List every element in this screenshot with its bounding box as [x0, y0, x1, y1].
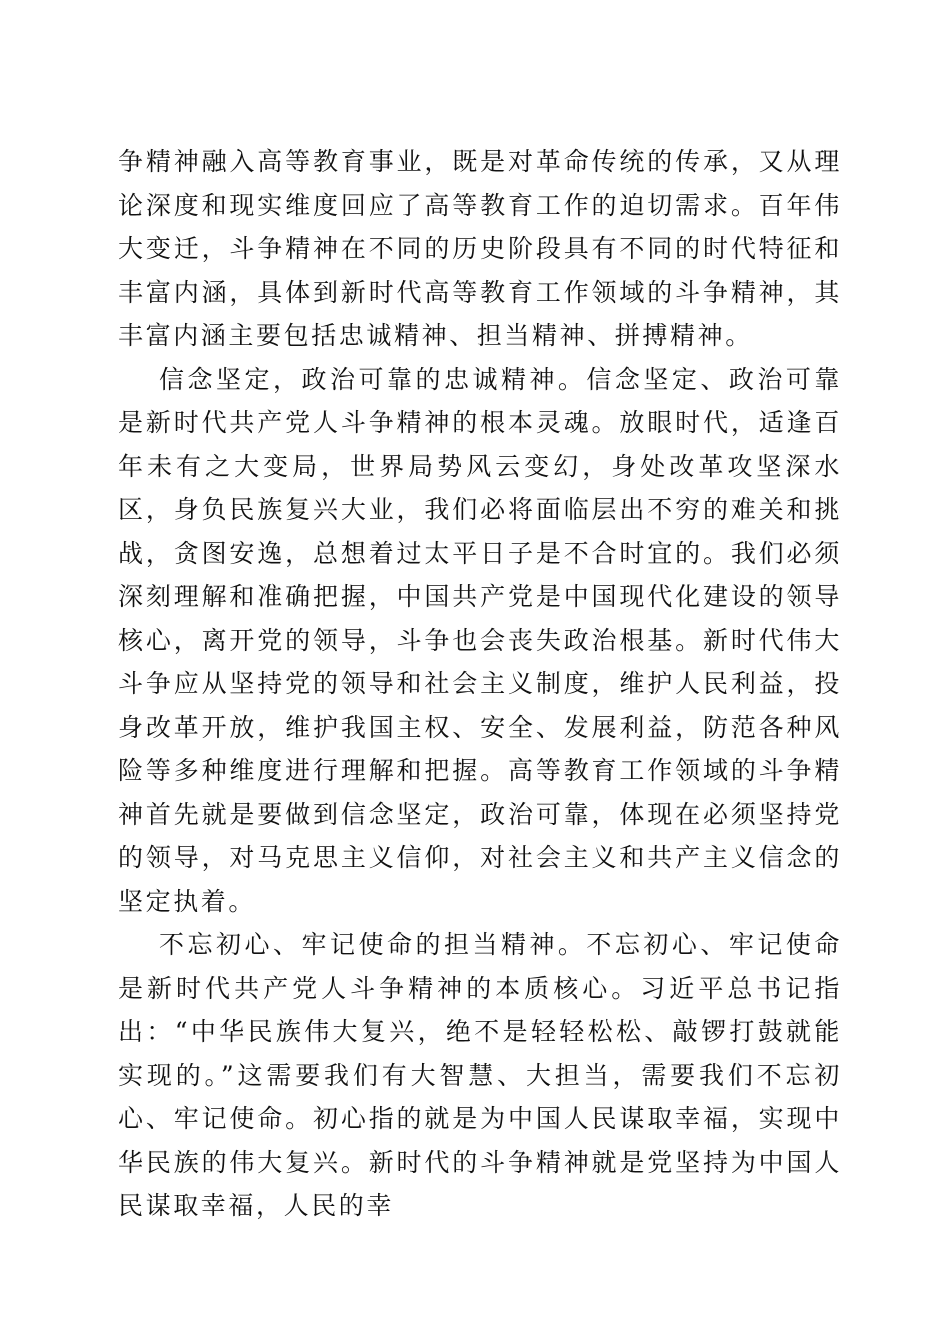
paragraph-continuation: 争精神融入高等教育事业，既是对革命传统的传承，又从理论深度和现实维度回应了高等教育工作的迫切需求。百年伟大变迁，斗争精神在不同的历史阶段具有不同的时代特征和丰富内涵，具体到新时代高等教育工作领域的斗争精神，其丰富内涵主要包括忠诚精神、担当精神、拼搏精神。	[118, 147, 842, 350]
document-body	[118, 140, 842, 1228]
paragraph-responsibility-spirit: 不忘初心、牢记使命的担当精神。不忘初心、牢记使命是新时代共产党人斗争精神的本质核心。习近平总书记指出：“中华民族伟大复兴，绝不是轻轻松松、敲锣打鼓就能实现的。”这需要我们有大智慧、大担当，需要我们不忘初心、牢记使命。初心指的就是为中国人民谋取幸福，实现中华民族的伟大复兴。新时代的斗争精神就是党坚持为中国人民谋取幸福，人民的幸	[118, 930, 842, 1220]
paragraph-loyalty-spirit: 信念坚定，政治可靠的忠诚精神。信念坚定、政治可靠是新时代共产党人斗争精神的根本灵魂。放眼时代，适逢百年未有之大变局，世界局势风云变幻，身处改革攻坚深水区，身负民族复兴大业，我们必将面临层出不穷的难关和挑战，贪图安逸，总想着过太平日子是不合时宜的。我们必须深刻理解和准确把握，中国共产党是中国现代化建设的领导核心，离开党的领导，斗争也会丧失政治根基。新时代伟大斗争应从坚持党的领导和社会主义制度，维护人民利益，投身改革开放，维护我国主权、安全、发展利益，防范各种风险等多种维度进行理解和把握。高等教育工作领域的斗争精神首先就是要做到信念坚定，政治可靠，体现在必须坚持党的领导，对马克思主义信仰，对社会主义和共产主义信念的坚定执着。	[118, 364, 842, 916]
